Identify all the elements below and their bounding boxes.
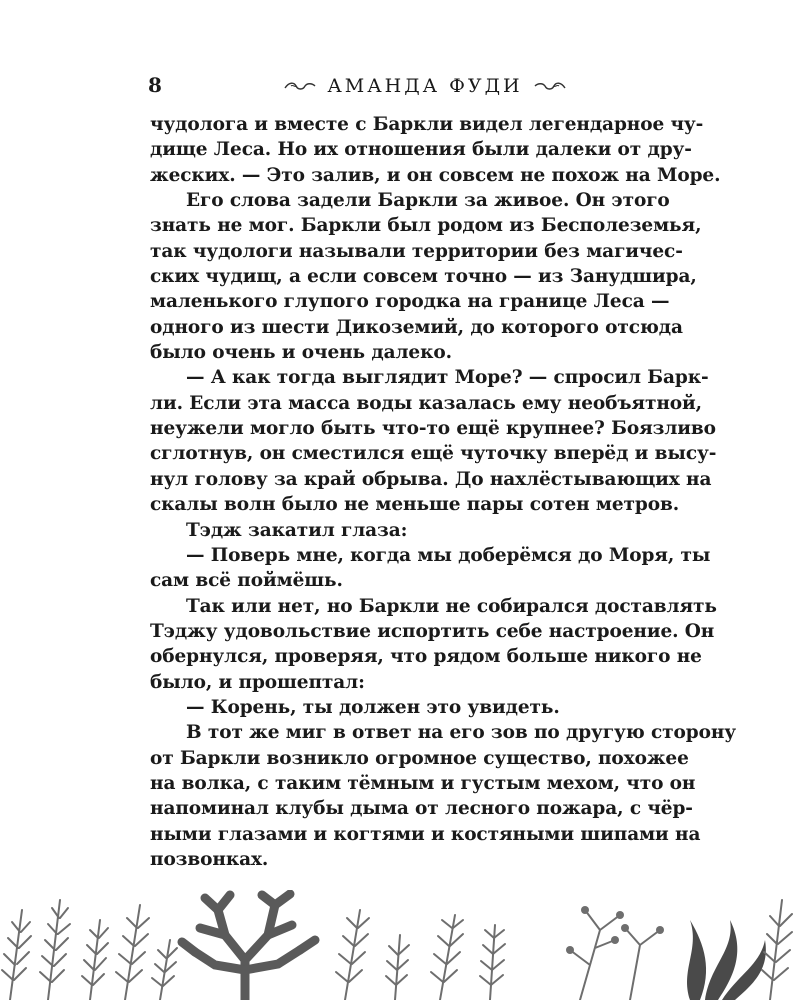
text-line: знать не мог. Баркли был родом из Бесполеземья, bbox=[150, 215, 702, 237]
text-line: — Поверь мне, когда мы доберёмся до Моря, ты bbox=[186, 544, 711, 566]
text-line: Тэджу удовольствие испортить себе настроение. Он bbox=[150, 620, 715, 642]
text-line: маленького глупого городка на границе Леса — bbox=[150, 291, 670, 313]
text-line: было очень и очень далеко. bbox=[150, 342, 452, 364]
text-line: жеских. — Это залив, и он совсем не похож на Море. bbox=[150, 164, 721, 186]
text-line: ских чудищ, а если совсем точно — из Занудшира, bbox=[150, 266, 697, 288]
text-line: обернулся, проверяя, что рядом больше никого не bbox=[150, 646, 702, 668]
text-line: нул голову за край обрыва. До нахлёстывающих на bbox=[150, 468, 712, 490]
text-line: Его слова задели Баркли за живое. Он этого bbox=[186, 190, 670, 212]
running-head bbox=[280, 71, 570, 101]
text-line: — А как тогда выглядит Море? — спросил Барк- bbox=[186, 367, 709, 389]
left-flourish-icon bbox=[283, 79, 317, 93]
body-text bbox=[150, 112, 737, 872]
text-line: Тэдж закатил глаза: bbox=[186, 519, 408, 541]
text-line: позвонках. bbox=[150, 848, 269, 870]
text-line: так чудологи называли территории без магичес- bbox=[150, 240, 683, 262]
text-line: на волка, с таким тёмным и густым мехом, что он bbox=[150, 772, 696, 794]
text-line: неужели могло быть что-то ещё крупнее? Боязливо bbox=[150, 418, 716, 440]
text-line: — Корень, ты должен это увидеть. bbox=[186, 696, 560, 718]
running-title: АМАНДА ФУДИ bbox=[327, 75, 523, 97]
text-line: было, и прошептал: bbox=[150, 671, 365, 693]
text-line: ными глазами и когтями и костяными шипами на bbox=[150, 823, 701, 845]
text-line: чудолога и вместе с Баркли видел легендарное чу- bbox=[150, 114, 704, 135]
text-line: одного из шести Дикоземий, до которого отсюда bbox=[150, 316, 683, 338]
text-line: скалы волн было не меньше пары сотен метров. bbox=[150, 494, 680, 516]
text-line: сглотнув, он сместился ещё чуточку вперёд и высу- bbox=[150, 443, 717, 465]
right-flourish-icon bbox=[533, 79, 567, 93]
text-line: дище Леса. Но их отношения были далеки от дру- bbox=[150, 139, 692, 161]
text-line: напоминал клубы дыма от лесного пожара, с чёр- bbox=[150, 798, 693, 820]
text-line: от Баркли возникло огромное существо, похожее bbox=[150, 747, 689, 769]
text-line: сам всё поймёшь. bbox=[150, 570, 343, 592]
text-line: Так или нет, но Баркли не собирался доставлять bbox=[186, 595, 717, 617]
page-number: 8 bbox=[148, 73, 163, 97]
text-line: В тот же миг в ответ на его зов по другую сторону bbox=[186, 722, 737, 744]
text-line: ли. Если эта масса воды казалась ему необъятной, bbox=[150, 392, 703, 414]
footer-plant-illustration bbox=[0, 890, 800, 1000]
